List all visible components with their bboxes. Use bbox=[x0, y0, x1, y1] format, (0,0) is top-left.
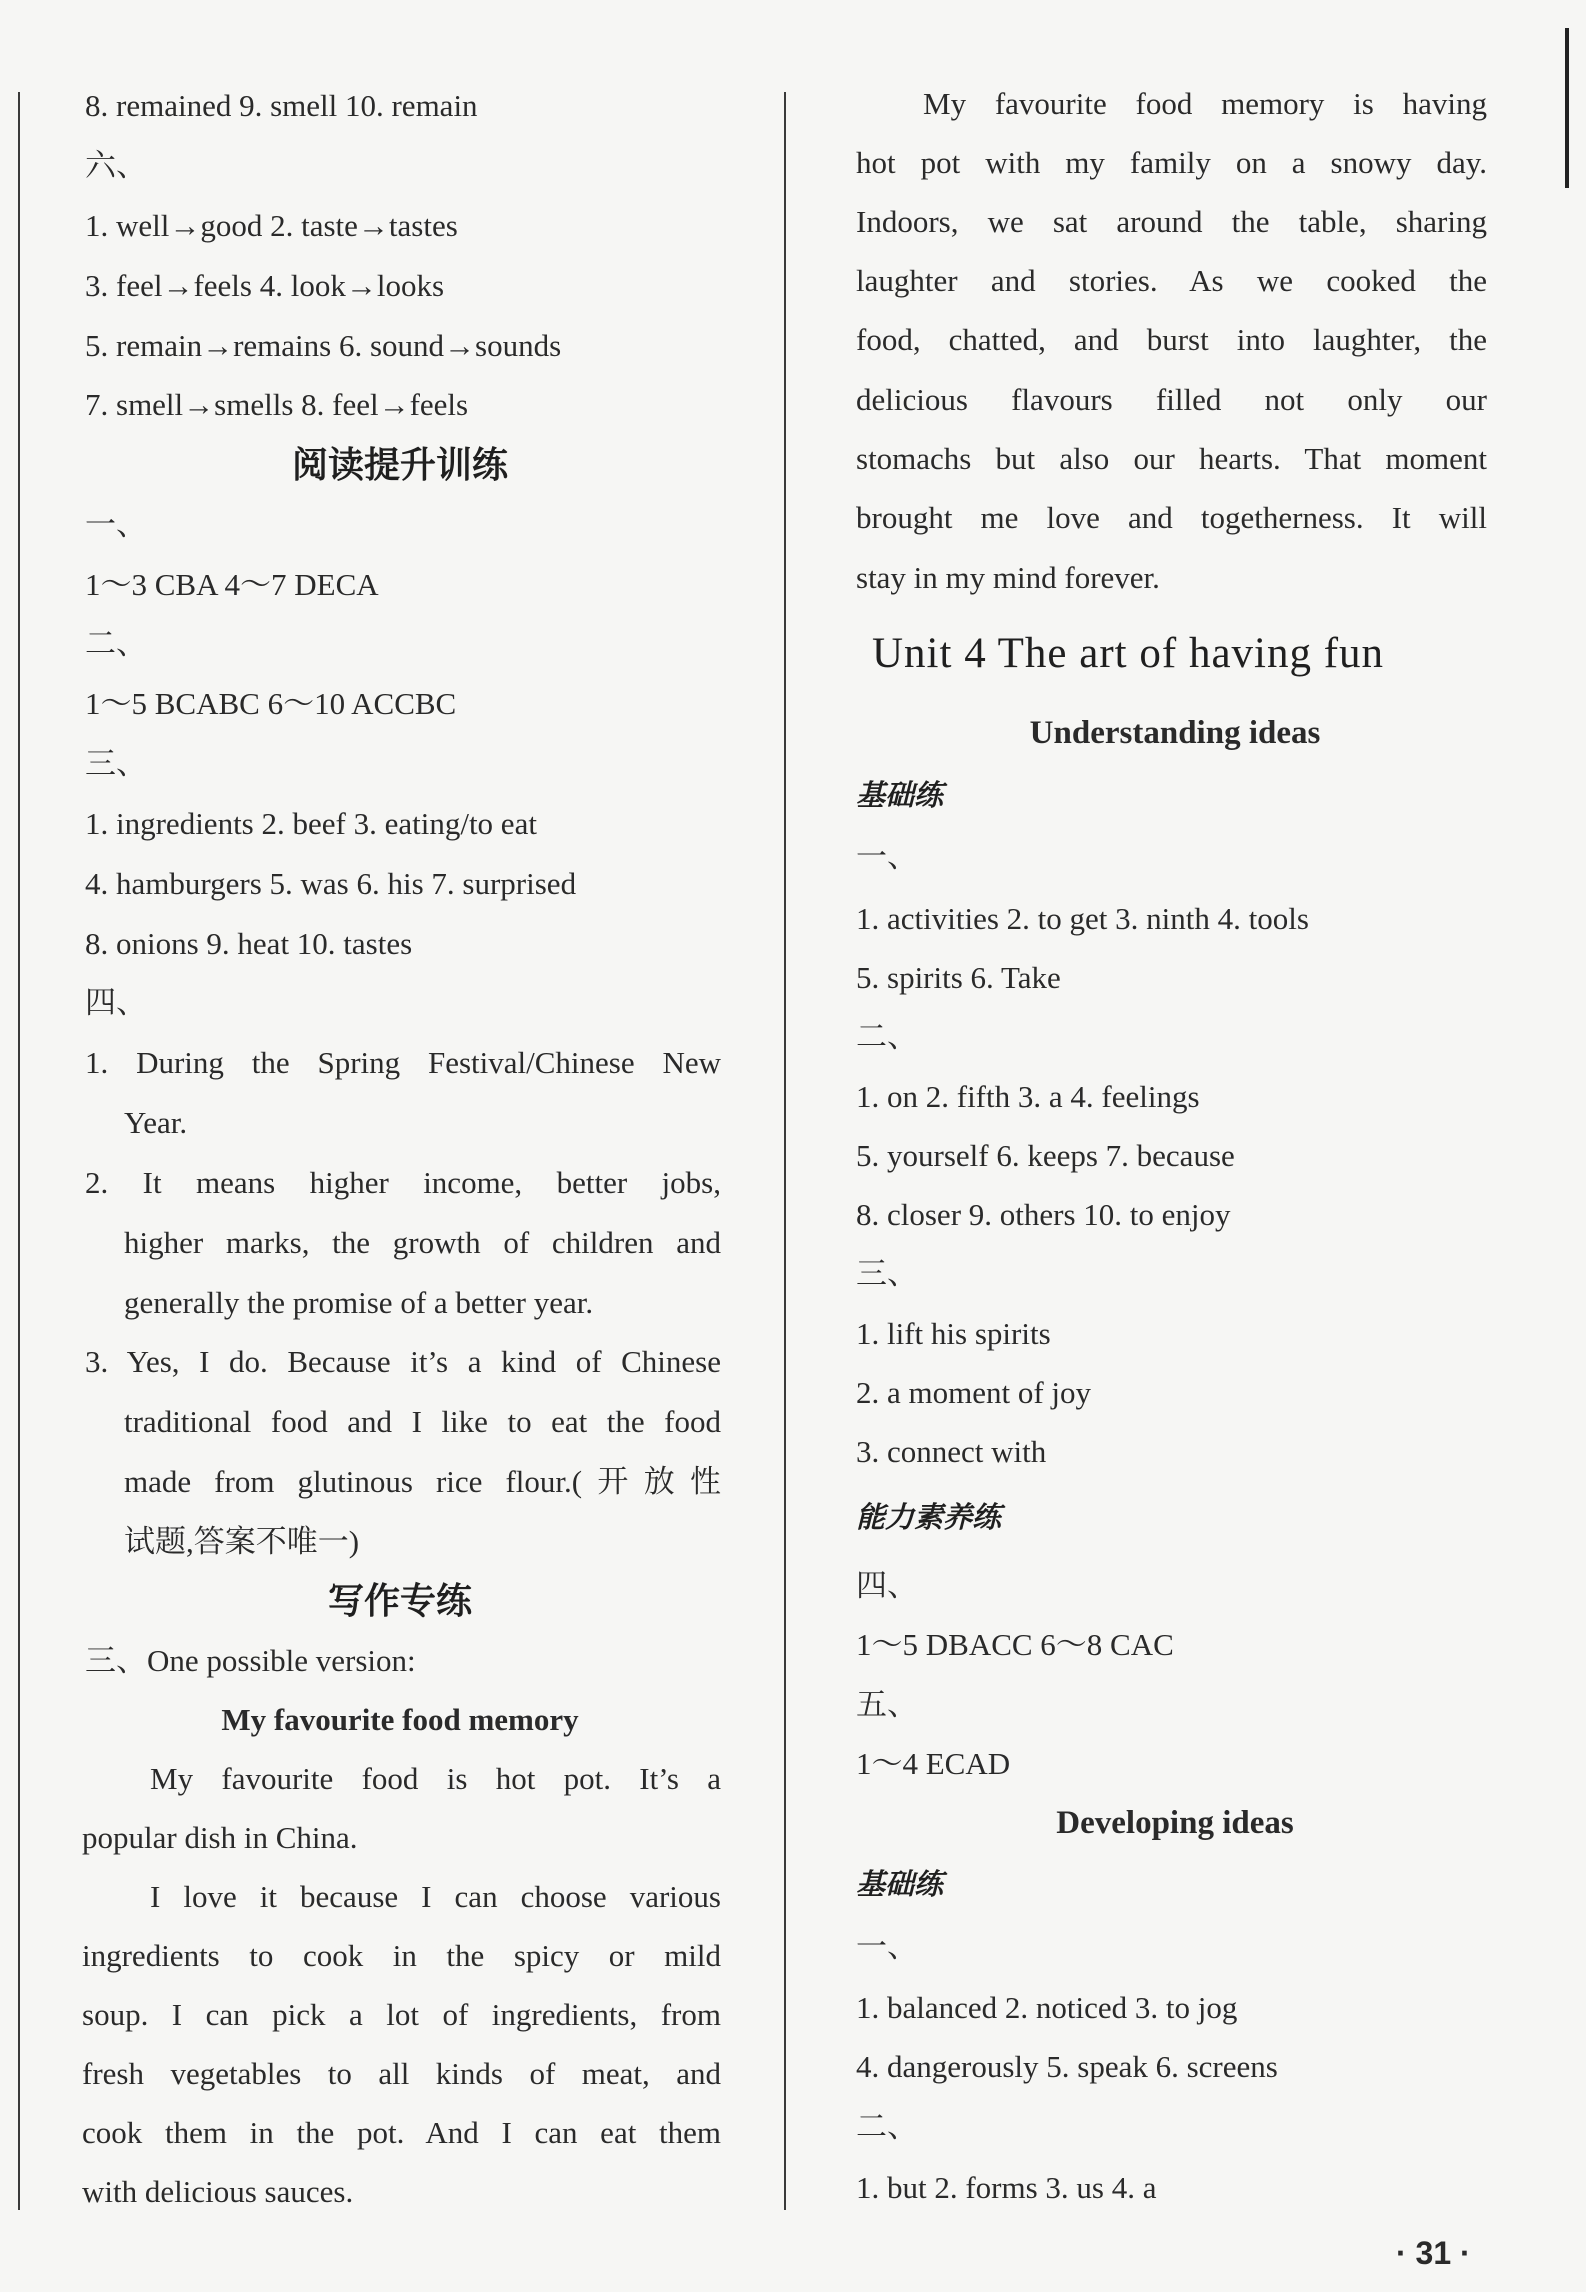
section-label: 六、 bbox=[85, 148, 147, 183]
answer-line: 试题,答案不唯一) bbox=[124, 1524, 360, 1559]
essay-line: popular dish in China. bbox=[82, 1820, 358, 1855]
page-number: · 31 · bbox=[1396, 2235, 1471, 2271]
essay-title: My favourite food memory bbox=[221, 1702, 579, 1737]
answer-line: 8. onions 9. heat 10. tastes bbox=[85, 926, 413, 961]
answer-line: 8. remained 9. smell 10. remain bbox=[85, 88, 478, 123]
answer-line: 5. remain→remains 6. sound→sounds bbox=[85, 328, 562, 363]
section-heading-reading: 阅读提升训练 bbox=[291, 445, 508, 486]
section-label: 一、 bbox=[856, 839, 918, 874]
answer-line: 8. closer 9. others 10. to enjoy bbox=[856, 1197, 1231, 1232]
answer-line: 1. on 2. fifth 3. a 4. feelings bbox=[856, 1079, 1200, 1114]
essay-line: soup. I can pick a lot of ingredients, from bbox=[82, 1997, 721, 2032]
answer-line: 1. but 2. forms 3. us 4. a bbox=[856, 2170, 1157, 2205]
answer-line: 1. ingredients 2. beef 3. eating/to eat bbox=[85, 806, 537, 841]
answer-line: 3. Yes, I do. Because it’s a kind of Chinese bbox=[85, 1344, 721, 1379]
practice-label-basic: 基础练 bbox=[856, 778, 944, 812]
answer-line: 1. lift his spirits bbox=[856, 1316, 1051, 1351]
section-label: 二、 bbox=[856, 1019, 918, 1054]
answer-line: 7. smell→smells 8. feel→feels bbox=[85, 387, 469, 422]
essay-line: with delicious sauces. bbox=[82, 2174, 354, 2209]
answer-line: generally the promise of a better year. bbox=[124, 1285, 594, 1320]
essay-line: My favourite food memory is having bbox=[923, 86, 1487, 121]
essay-line: fresh vegetables to all kinds of meat, and bbox=[82, 2056, 721, 2091]
section-label: 五、 bbox=[856, 1687, 918, 1722]
column-divider bbox=[784, 92, 786, 2210]
answer-line: 1～3 CBA 4～7 DECA bbox=[85, 567, 379, 602]
answer-line: 1～4 ECAD bbox=[856, 1746, 1011, 1781]
subheading-understanding: Understanding ideas bbox=[1029, 715, 1321, 751]
answer-line: 2. a moment of joy bbox=[856, 1375, 1092, 1410]
answer-line: 5. yourself 6. keeps 7. because bbox=[856, 1138, 1235, 1173]
answer-line: 3. connect with bbox=[856, 1434, 1047, 1469]
essay-line: stomachs but also our hearts. That moment bbox=[856, 441, 1487, 476]
essay-line: ingredients to cook in the spicy or mild bbox=[82, 1938, 721, 1973]
essay-line: hot pot with my family on a snowy day. bbox=[856, 145, 1487, 180]
answer-line: 4. hamburgers 5. was 6. his 7. surprised bbox=[85, 866, 577, 901]
essay-line: I love it because I can choose various bbox=[150, 1879, 721, 1914]
answer-line: 1～5 DBACC 6～8 CAC bbox=[856, 1627, 1174, 1662]
answer-line: 3. feel→feels 4. look→looks bbox=[85, 268, 445, 303]
essay-line: My favourite food is hot pot. It’s a bbox=[150, 1761, 721, 1796]
answer-line: 4. dangerously 5. speak 6. screens bbox=[856, 2049, 1278, 2084]
essay-line: brought me love and togetherness. It will bbox=[856, 500, 1487, 535]
left-margin-rule bbox=[18, 92, 20, 2210]
section-label: 三、 bbox=[85, 746, 147, 781]
answer-line: 1. activities 2. to get 3. ninth 4. tools bbox=[856, 901, 1309, 936]
practice-label-ability: 能力素养练 bbox=[856, 1500, 1002, 1534]
essay-line: laughter and stories. As we cooked the bbox=[856, 263, 1487, 298]
section-label: 三、 bbox=[856, 1256, 918, 1291]
practice-label-basic: 基础练 bbox=[856, 1867, 944, 1901]
answer-line: 5. spirits 6. Take bbox=[856, 960, 1061, 995]
answer-line: Year. bbox=[124, 1105, 188, 1140]
answer-line: higher marks, the growth of children and bbox=[124, 1225, 721, 1260]
answer-line: 2. It means higher income, better jobs, bbox=[85, 1165, 721, 1200]
section-heading-writing: 写作专练 bbox=[327, 1581, 472, 1622]
section-label: 四、 bbox=[856, 1568, 918, 1603]
essay-line: cook them in the pot. And I can eat them bbox=[82, 2115, 721, 2150]
writing-intro: 三、One possible version: bbox=[85, 1643, 416, 1678]
subheading-developing: Developing ideas bbox=[1056, 1805, 1294, 1841]
answer-line: traditional food and I like to eat the food bbox=[124, 1404, 721, 1439]
essay-line: Indoors, we sat around the table, sharing bbox=[856, 204, 1487, 239]
essay-line: food, chatted, and burst into laughter, the bbox=[856, 322, 1487, 357]
section-label: 二、 bbox=[856, 2109, 918, 2144]
section-label: 一、 bbox=[856, 1929, 918, 1964]
answer-line: 1. balanced 2. noticed 3. to jog bbox=[856, 1990, 1238, 2025]
answer-line: 1～5 BCABC 6～10 ACCBC bbox=[85, 686, 457, 721]
answer-line: made from glutinous rice flour.(开放性 bbox=[124, 1464, 721, 1499]
unit-title: Unit 4 The art of having fun bbox=[872, 630, 1385, 677]
section-label: 四、 bbox=[85, 985, 147, 1020]
answer-line: 1. During the Spring Festival/Chinese New bbox=[85, 1045, 721, 1080]
essay-line: delicious flavours filled not only our bbox=[856, 382, 1487, 417]
answer-line: 1. well→good 2. taste→tastes bbox=[85, 208, 458, 243]
right-edge-rule bbox=[1565, 28, 1569, 188]
essay-line: stay in my mind forever. bbox=[856, 560, 1160, 595]
section-label: 二、 bbox=[85, 626, 147, 661]
section-label: 一、 bbox=[85, 507, 147, 542]
